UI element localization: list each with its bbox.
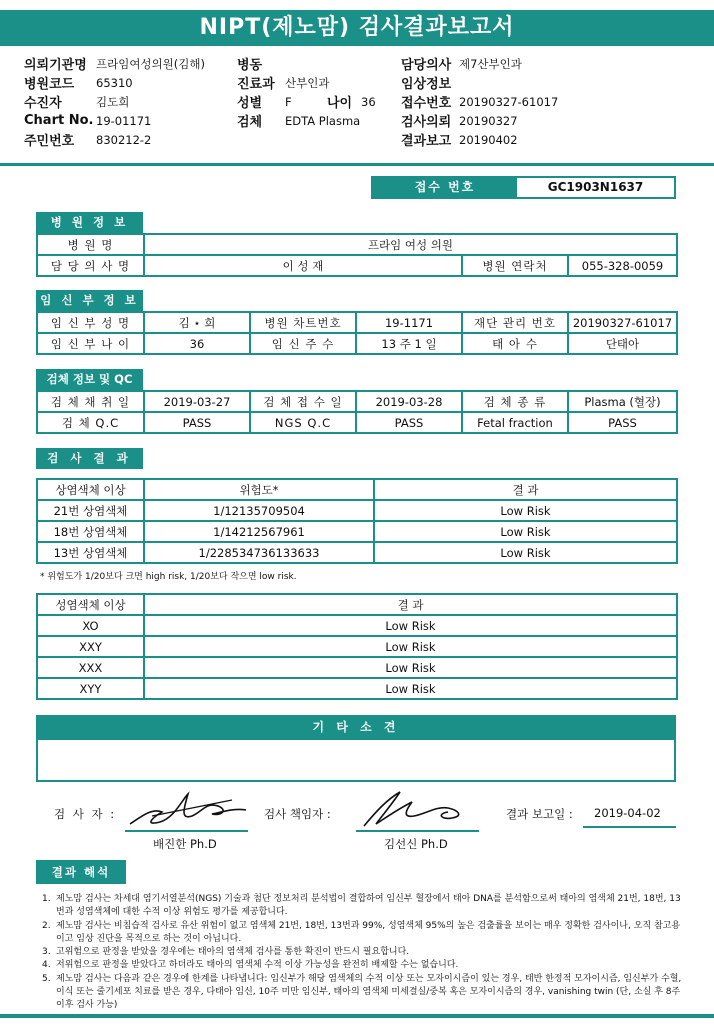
- qc-label: 검 체 Q.C: [37, 412, 144, 433]
- receive-label: 검 체 접 수 일: [250, 391, 356, 412]
- report-date-label: 결과 보고일 :: [506, 807, 573, 821]
- header-key: 진료과: [237, 77, 275, 92]
- pregnant-age-label: 임 신 부 나 이: [37, 333, 144, 354]
- cell: 13번 상염색체: [37, 542, 144, 563]
- hospital-name-value: 프라임 여성 의원: [144, 234, 677, 255]
- risk-note: * 위험도가 1/20보다 크면 high risk, 1/20보다 작으면 low risk.: [40, 572, 297, 582]
- item-text: 제노맘 검사는 차세대 염기서열분석(NGS) 기술과 첨단 정보처리 분석법이 결합하여 임신부 혈장에서 태아 DNA를 분석함으로써 태아의 염색체 21번, 18번, 13번과 성염색체에 대한 수적 이상 위험도 평가를 제공합니다.: [56, 894, 681, 918]
- cell: XXX: [37, 657, 144, 678]
- ngs-value: PASS: [356, 412, 462, 433]
- cell: Low Risk: [374, 542, 677, 563]
- header-key: 검체: [237, 115, 263, 130]
- report-title: NIPT(제노맘) 검사결과보고서: [0, 10, 714, 46]
- table-row: [37, 255, 677, 276]
- list-item: [42, 946, 682, 959]
- header-value: 김도희: [96, 94, 130, 109]
- header-value: F: [285, 94, 292, 109]
- other-remarks-body: [36, 740, 676, 782]
- table-row: [37, 391, 677, 412]
- table-row: [37, 521, 677, 542]
- header-col-1: [24, 54, 205, 149]
- table-header-row: [37, 479, 677, 500]
- header-value: 20190402: [459, 132, 518, 147]
- header-key: 병동: [237, 58, 263, 73]
- chief-label: 검사 책임자 :: [264, 807, 331, 821]
- header-divider: [0, 163, 714, 166]
- tester-label: 검 사 자 :: [54, 807, 117, 821]
- header-value: EDTA Plasma: [285, 113, 361, 128]
- list-item: [42, 920, 682, 947]
- item-text: 제노맘 검사는 비침습적 검사로 유산 위험이 없고 염색체 21번, 18번, 13번과 99%, 성염색체 95%의 높은 검출률을 보이는 매우 정확한 검사이나, 오직 참고용이고 임상 진단을 목적으로 하는 것이 아닙니다.: [56, 920, 681, 944]
- cell: Low Risk: [374, 521, 677, 542]
- cell: 1/228534736133633: [144, 542, 374, 563]
- chief-signature-line: [356, 830, 479, 832]
- contact-label: 병원 연락처: [462, 255, 568, 276]
- hospital-table: [36, 233, 678, 277]
- item-number: 3.: [42, 947, 51, 958]
- cell: XXY: [37, 636, 144, 657]
- item-number: 5.: [42, 973, 51, 984]
- sex-chromosome-table: [36, 593, 678, 700]
- section-pregnant: 임 신 부 정 보: [36, 290, 143, 311]
- receipt-value: GC1903N1637: [547, 180, 644, 194]
- weeks-label: 임 신 주 수: [250, 333, 356, 354]
- age-key: 나이: [327, 96, 353, 111]
- cell: Low Risk: [144, 636, 677, 657]
- type-value: Plasma (혈장): [568, 391, 677, 412]
- cell: Low Risk: [374, 500, 677, 521]
- report-date-line: [583, 826, 676, 828]
- collect-value: 2019-03-27: [144, 391, 250, 412]
- header-key: 주민번호: [24, 134, 75, 149]
- other-remarks-header: 기 타 소 견: [36, 715, 676, 740]
- cell: Low Risk: [144, 615, 677, 636]
- doctor-label: 담 당 의 사 명: [37, 255, 144, 276]
- doctor-value: 이 성 재: [144, 255, 462, 276]
- item-number: 1.: [42, 894, 51, 904]
- list-item: [42, 959, 682, 972]
- header-key: 병원코드: [24, 77, 75, 92]
- pregnant-table: [36, 311, 678, 355]
- cell: 18번 상염색체: [37, 521, 144, 542]
- pregnant-name-label: 임 신 부 성 명: [37, 312, 144, 333]
- table-header-row: [37, 594, 677, 615]
- table-row: [37, 678, 677, 699]
- header-value: 프라임여성의원(김해): [96, 56, 205, 71]
- cell: Low Risk: [144, 657, 677, 678]
- header-value: 산부인과: [285, 75, 330, 90]
- table-row: [37, 412, 677, 433]
- ff-value: PASS: [568, 412, 677, 433]
- fetus-value: 단태아: [568, 333, 677, 354]
- table-row: [37, 333, 677, 354]
- col-header: 위험도*: [144, 479, 374, 500]
- interpretation-list: [42, 893, 682, 1013]
- col-header: 결 과: [374, 479, 677, 500]
- section-hospital: 병 원 정 보: [36, 212, 143, 233]
- hospital-name-label: 병 원 명: [37, 234, 144, 255]
- table-row: [37, 542, 677, 563]
- fetus-label: 태 아 수: [462, 333, 568, 354]
- header-value: 제7산부인과: [459, 56, 522, 71]
- list-item: [42, 893, 682, 920]
- table-row: [37, 657, 677, 678]
- item-number: 4.: [42, 960, 51, 971]
- chief-name: 김선신 Ph.D: [384, 837, 448, 851]
- item-text: 고위험으로 판정을 받았을 경우에는 태아의 염색체 검사를 통한 확진이 반드시 필요합니다.: [56, 947, 410, 958]
- contact-value: 055-328-0059: [568, 255, 677, 276]
- footer-divider: [0, 1014, 714, 1018]
- table-row: [37, 636, 677, 657]
- section-results: 검 사 결 과: [36, 448, 143, 469]
- list-item: [42, 973, 682, 1013]
- header-key: 담당의사: [401, 58, 452, 73]
- header-key: 의뢰기관명: [24, 58, 87, 73]
- table-row: [37, 500, 677, 521]
- header-col-3: [401, 54, 558, 149]
- cell: 1/14212567961: [144, 521, 374, 542]
- col-header: 성염색체 이상: [37, 594, 144, 615]
- type-label: 검 체 종 류: [462, 391, 568, 412]
- cell: XO: [37, 615, 144, 636]
- ngs-label: NGS Q.C: [250, 412, 356, 433]
- header-key: 접수번호: [401, 96, 452, 111]
- tester-name: 배진한 Ph.D: [153, 837, 217, 851]
- weeks-value: 13 주 1 일: [356, 333, 462, 354]
- col-header: 결 과: [144, 594, 677, 615]
- cell: Low Risk: [144, 678, 677, 699]
- header-value: 830212-2: [96, 132, 152, 147]
- header-key: 임상정보: [401, 77, 452, 92]
- chart-label: 병원 차트번호: [250, 312, 356, 333]
- pregnant-name-value: 김 ⋆ 희: [144, 312, 250, 333]
- item-number: 2.: [42, 920, 51, 931]
- specimen-table: [36, 390, 678, 434]
- tester-signature-line: [125, 830, 248, 832]
- cell: XYY: [37, 678, 144, 699]
- mgmt-value: 20190327-61017: [568, 312, 677, 333]
- chart-value: 19-1171: [356, 312, 462, 333]
- header-key: 수진자: [24, 96, 62, 111]
- header-key: 결과보고: [401, 134, 452, 149]
- collect-label: 검 체 채 취 일: [37, 391, 144, 412]
- receipt-number-box: [371, 176, 676, 199]
- receive-value: 2019-03-28: [356, 391, 462, 412]
- age-value: 36: [361, 94, 376, 109]
- header-col-2: [237, 54, 376, 130]
- item-text: 저위험으로 판정을 받았다고 하더라도 태아의 염색체 수적 이상 가능성을 완전히 배제할 수는 없습니다.: [56, 960, 459, 971]
- header-value: 20190327-61017: [459, 94, 559, 109]
- table-row: [37, 312, 677, 333]
- pregnant-age-value: 36: [144, 333, 250, 354]
- header-key: 성별: [237, 96, 263, 111]
- section-specimen: 검체 정보 및 QC: [36, 369, 143, 390]
- header-key: 검사의뢰: [401, 115, 452, 130]
- chief-signature: [352, 786, 482, 832]
- qc-value: PASS: [144, 412, 250, 433]
- interpretation-title: 결과 해석: [36, 860, 126, 884]
- cell: 21번 상염색체: [37, 500, 144, 521]
- tester-signature: [122, 786, 252, 832]
- header-value: 20190327: [459, 113, 518, 128]
- mgmt-label: 재단 관리 번호: [462, 312, 568, 333]
- col-header: 상염색체 이상: [37, 479, 144, 500]
- header-key: Chart No.: [24, 113, 94, 128]
- ff-label: Fetal fraction: [462, 412, 568, 433]
- item-text: 제노맘 검사는 다음과 같은 경우에 한계를 나타냅니다: 임신부가 해당 염색체의 수적 이상 또는 모자이시즘이 있는 경우, 태반 한정적 모자이시즘, 임신부가 수혈, 이식 또는 줄기세포 치료를 받은 경우, 다태아 임신, 10주 미만 임신부, 태아의 염색체 미세결실/중복 혹은 모자이시즘의 경우, vanishing twin (단, 소실 후 8주 이후 검사 가능): [56, 973, 682, 1011]
- cell: 1/12135709504: [144, 500, 374, 521]
- table-row: [37, 615, 677, 636]
- table-row: [37, 234, 677, 255]
- header-value: 65310: [96, 75, 133, 90]
- autosome-results-table: [36, 478, 678, 564]
- report-date-value: 2019-04-02: [594, 806, 661, 820]
- receipt-label: 접수 번호: [373, 178, 517, 197]
- header-value: 19-01171: [96, 113, 152, 128]
